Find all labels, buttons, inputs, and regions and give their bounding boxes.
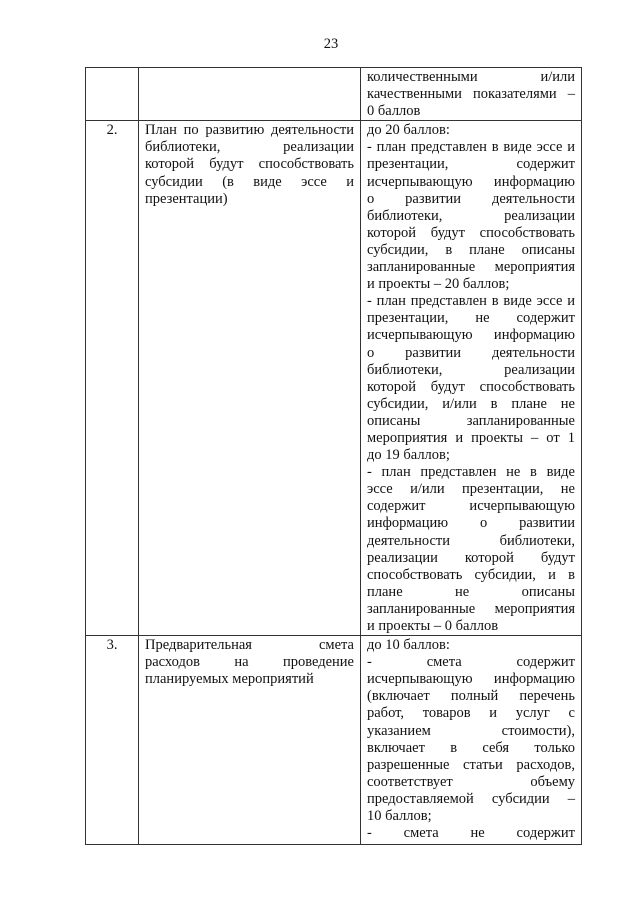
text-line: расходов на проведение: [145, 654, 354, 671]
text-line: до 19 баллов;: [367, 447, 450, 464]
text-line: субсидии, в плане описаны: [367, 241, 575, 258]
text-line: библиотеки, реализации: [145, 139, 354, 156]
text-line: исчерпывающую информацию: [367, 671, 575, 688]
text-line: запланированные мероприятия: [367, 600, 575, 617]
page-number: 23: [323, 36, 339, 52]
text-line: - смета содержит: [367, 654, 575, 671]
text-line: библиотеки, реализации: [367, 207, 575, 224]
paragraph: [145, 122, 354, 207]
text-line: презентации): [145, 190, 228, 207]
paragraph: [367, 122, 575, 139]
row-number: 3.: [86, 636, 139, 845]
text-line: до 10 баллов:: [367, 637, 450, 654]
text-line: 10 баллов;: [367, 808, 432, 825]
criterion-cell: [139, 636, 361, 845]
text-line: деятельности библиотеки,: [367, 532, 575, 549]
paragraph: [367, 139, 575, 293]
scoring-cell: [361, 636, 582, 845]
text-line: презентации, не содержит: [367, 310, 575, 327]
text-line: о развитии деятельности: [367, 344, 575, 361]
text-line: презентации, содержит: [367, 156, 575, 173]
text-line: и проекты – 0 баллов: [367, 618, 499, 634]
criterion-cell: [139, 121, 361, 636]
text-line: библиотеки, реализации: [367, 361, 575, 378]
text-line: которой будут способствовать: [367, 224, 575, 241]
text-line: указанием стоимости),: [367, 722, 575, 739]
table-row: [86, 121, 582, 636]
text-line: (включает полный перечень: [367, 688, 575, 705]
paragraph: [145, 637, 354, 688]
table-row: [86, 68, 582, 121]
text-line: Предварительная смета: [145, 637, 354, 654]
text-line: субсидии (в виде эссе и: [145, 173, 354, 190]
criteria-table: [85, 67, 582, 845]
criterion-cell: [139, 68, 361, 121]
paragraph: [367, 654, 575, 825]
text-line: предоставляемой субсидии –: [367, 790, 575, 807]
table-row: [86, 636, 582, 845]
paragraph: [367, 825, 575, 842]
text-line: способствовать субсидии, и в: [367, 566, 575, 583]
paragraph: [367, 69, 575, 120]
paragraph: [367, 637, 575, 654]
text-line: включает в себя только: [367, 739, 575, 756]
text-line: План по развитию деятельности: [145, 122, 354, 139]
text-line: содержит исчерпывающую: [367, 498, 575, 515]
text-line: мероприятия и проекты – от 1: [367, 429, 575, 446]
scoring-cell: [361, 121, 582, 636]
scoring-cell: [361, 68, 582, 121]
text-line: качественными показателями –: [367, 86, 575, 103]
text-line: до 20 баллов:: [367, 122, 450, 139]
text-line: - план представлен не в виде: [367, 464, 575, 481]
text-line: - план представлен в виде эссе и: [367, 139, 575, 156]
text-line: исчерпывающую информацию: [367, 173, 575, 190]
text-line: - смета не содержит: [367, 825, 575, 842]
text-line: о развитии деятельности: [367, 190, 575, 207]
text-line: работ, товаров и услуг с: [367, 705, 575, 722]
text-line: описаны запланированные: [367, 412, 575, 429]
text-line: соответствует объему: [367, 773, 575, 790]
text-line: плане не описаны: [367, 583, 575, 600]
text-line: количественными и/или: [367, 69, 575, 85]
text-line: запланированные мероприятия: [367, 259, 575, 276]
row-number: [86, 68, 139, 121]
text-line: реализации которой будут: [367, 549, 575, 566]
text-line: эссе и/или презентации, не: [367, 481, 575, 498]
text-line: которой будут способствовать: [367, 378, 575, 395]
paragraph: [367, 464, 575, 635]
text-line: которой будут способствовать: [145, 156, 354, 173]
text-line: разрешенные статьи расходов,: [367, 756, 575, 773]
paragraph: [367, 293, 575, 464]
text-line: информацию о развитии: [367, 515, 575, 532]
text-line: исчерпывающую информацию: [367, 327, 575, 344]
row-number: 2.: [86, 121, 139, 636]
text-line: - план представлен в виде эссе и: [367, 293, 575, 310]
text-line: субсидии, и/или в плане не: [367, 395, 575, 412]
text-line: и проекты – 20 баллов;: [367, 276, 510, 293]
text-line: планируемых мероприятий: [145, 671, 314, 688]
text-line: 0 баллов: [367, 103, 421, 120]
